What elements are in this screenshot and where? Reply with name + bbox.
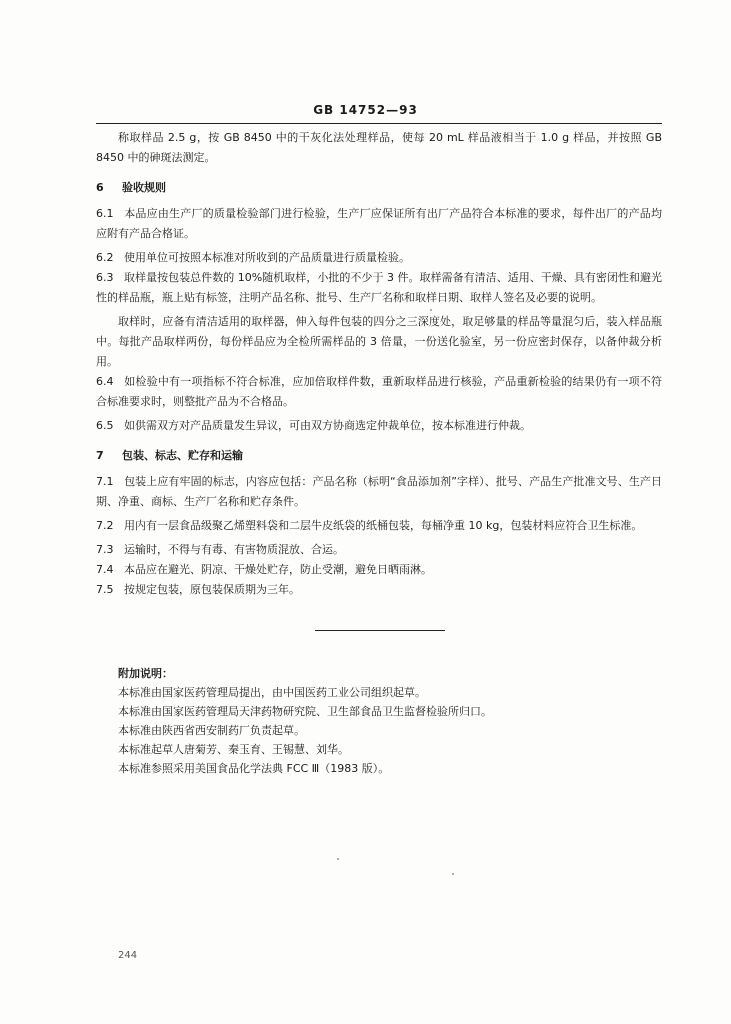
clause-number: 6.1 xyxy=(96,207,114,220)
clause-number: 7.4 xyxy=(96,563,114,576)
clause-6-5 xyxy=(96,416,662,436)
scan-speck xyxy=(430,309,432,311)
clause-number: 6.2 xyxy=(96,251,114,264)
clause-text: 取样时，应备有清洁适用的取样器，伸入每件包装的四分之三深度处，取足够量的样品等量混匀后，装入样品瓶中。每批产品取样两份，每份样品应为全检所需样品的 3 倍量，一份送化验室，另一份应密封保存，以备仲裁分析用。 xyxy=(96,315,662,368)
clause-text: 如供需双方对产品质量发生异议，可由双方协商选定仲裁单位，按本标准进行仲裁。 xyxy=(124,419,531,432)
section-title: 验收规则 xyxy=(122,181,166,194)
notes-line: 本标准起草人唐菊芳、秦玉育、王锡慧、刘华。 xyxy=(118,743,349,756)
notes-line: 本标准由陕西省西安制药厂负责起草。 xyxy=(118,724,305,737)
section-number: 7 xyxy=(96,449,104,462)
scan-speck xyxy=(337,858,339,860)
section-6-heading xyxy=(96,178,662,198)
clause-text: 本品应在避光、阴凉、干燥处贮存，防止受潮，避免日晒雨淋。 xyxy=(124,563,432,576)
section-title: 包装、标志、贮存和运输 xyxy=(122,449,243,462)
scan-speck xyxy=(452,873,454,875)
body-content xyxy=(96,128,662,600)
clause-6-3-continued xyxy=(96,312,662,372)
clause-7-5 xyxy=(96,580,662,600)
clause-number: 6.3 xyxy=(96,271,114,284)
standard-code-header: GB 14752—93 xyxy=(313,103,418,117)
notes-line: 本标准参照采用美国食品化学法典 FCC Ⅲ（1983 版）。 xyxy=(118,762,390,775)
clause-text: 本品应由生产厂的质量检验部门进行检验，生产厂应保证所有出厂产品符合本标准的要求，每件出厂的产品均应附有产品合格证。 xyxy=(96,207,662,240)
clause-7-4 xyxy=(96,560,662,580)
clause-6-2 xyxy=(96,248,662,268)
end-of-text-rule xyxy=(315,630,445,631)
clause-6-1 xyxy=(96,204,662,244)
clause-text: 按规定包装，原包装保质期为三年。 xyxy=(124,583,300,596)
clause-text: 取样量按包装总件数的 10%随机取样，小批的不少于 3 件。取样需备有清洁、适用、干燥、具有密闭性和避光性的样品瓶，瓶上贴有标签，注明产品名称、批号、生产厂名称和取样日期、取样人签名及必要的说明。 xyxy=(96,271,662,304)
notes-line: 本标准由国家医药管理局天津药物研究院、卫生部食品卫生监督检验所归口。 xyxy=(118,705,492,718)
clause-7-1 xyxy=(96,472,662,512)
notes-title: 附加说明： xyxy=(118,667,173,680)
notes-line: 本标准由国家医药管理局提出，由中国医药工业公司组织起草。 xyxy=(118,686,426,699)
section-7-heading xyxy=(96,446,662,466)
page-number: 244 xyxy=(118,950,138,961)
additional-notes xyxy=(118,664,638,778)
clause-text: 运输时，不得与有毒、有害物质混放、合运。 xyxy=(124,543,344,556)
clause-number: 7.3 xyxy=(96,543,114,556)
section-number: 6 xyxy=(96,181,104,194)
clause-number: 6.4 xyxy=(96,375,114,388)
clause-number: 6.5 xyxy=(96,419,114,432)
clause-6-3 xyxy=(96,268,662,308)
clause-text: 如检验中有一项指标不符合标准，应加倍取样件数，重新取样品进行核验，产品重新检验的结果仍有一项不符合标准要求时，则整批产品为不合格品。 xyxy=(96,375,662,408)
clause-text: 使用单位可按照本标准对所收到的产品质量进行质量检验。 xyxy=(124,251,410,264)
clause-7-2 xyxy=(96,516,662,536)
clause-text: 包装上应有牢固的标志，内容应包括：产品名称（标明“食品添加剂”字样）、批号、产品生产批准文号、生产日期、净重、商标、生产厂名称和贮存条件。 xyxy=(96,475,662,508)
clause-text: 用内有一层食品级聚乙烯塑料袋和二层牛皮纸袋的纸桶包装，每桶净重 10 kg，包装材料应符合卫生标准。 xyxy=(124,519,643,532)
clause-number: 7.2 xyxy=(96,519,114,532)
clause-number: 7.5 xyxy=(96,583,114,596)
intro-paragraph: 称取样品 2.5 g，按 GB 8450 中的干灰化法处理样品，使每 20 mL 样品液相当于 1.0 g 样品，并按照 GB 8450 中的砷斑法测定。 xyxy=(96,131,662,164)
clause-number: 7.1 xyxy=(96,475,114,488)
header-rule xyxy=(96,123,662,124)
clause-7-3 xyxy=(96,540,662,560)
clause-6-4 xyxy=(96,372,662,412)
